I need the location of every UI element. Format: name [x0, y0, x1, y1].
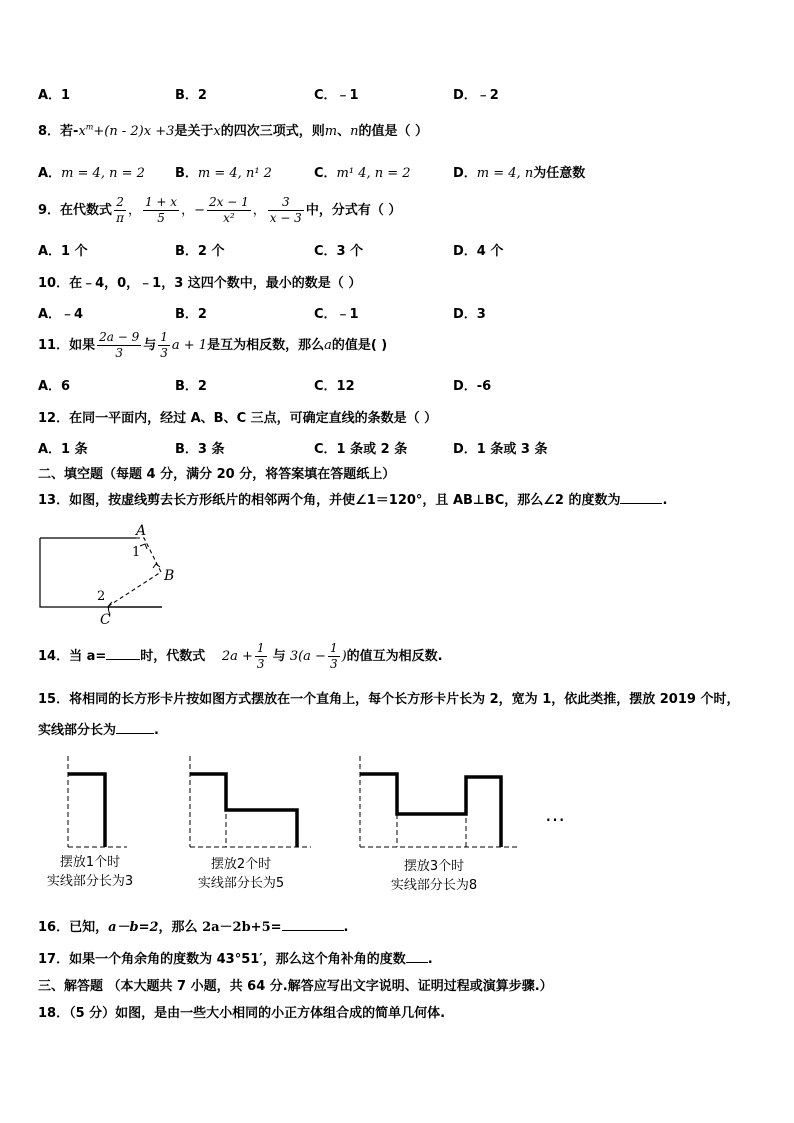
- q12-option-c: C．1 条或 2 条: [314, 442, 408, 457]
- q13-answer-blank[interactable]: [620, 503, 662, 504]
- q17-answer-blank[interactable]: [406, 962, 428, 963]
- q7-option-c: C．﹣1: [314, 88, 359, 103]
- q11-option-d: D．-6: [453, 379, 492, 394]
- q8-option-b: B．m = 4, n¹ 2: [175, 166, 272, 181]
- question-9: 9．在代数式 $\frac{2}{\pi}$ ， $\frac{1 + x}{5}$ ，− $\frac{2x - 1}{\text{x²}}$ ， $\frac{3}{x - 3}$ 中，分式有（ ）: [38, 195, 402, 225]
- question-17: 17．如果一个角余角的度数为 43°51′，那么这个角补角的度数 .: [38, 952, 433, 967]
- q7-option-d: D．﹣2: [453, 88, 499, 103]
- q15-figures: [55, 752, 525, 852]
- q13-label-c: C: [100, 612, 111, 628]
- q9-option-d: D．4 个: [453, 244, 504, 259]
- q13-label-b: B: [164, 568, 175, 584]
- q13-label-2: 2: [97, 589, 106, 604]
- q15-figure-2: [190, 756, 311, 847]
- q13-figure: [36, 518, 176, 628]
- q14-answer-blank[interactable]: [106, 659, 140, 660]
- q9-option-a: A．1 个: [38, 244, 88, 259]
- q15-figure-3: [360, 756, 520, 847]
- question-8: 8．若$-x^m+(n - 2)x +3$是关于x的四次三项式，则m、n的值是（ ）: [38, 122, 428, 139]
- q10-option-a: A．﹣4: [38, 307, 84, 322]
- q9-option-b: B．2 个: [175, 244, 225, 259]
- q16-answer-blank[interactable]: [282, 930, 344, 931]
- question-10: 10．在﹣4，0，﹣1，3 这四个数中，最小的数是（ ）: [38, 276, 362, 291]
- question-18: 18．（5 分）如图，是由一些大小相同的小正方体组合成的简单几何体.: [38, 1006, 446, 1021]
- q8-option-a: A．m = 4, n = 2: [38, 166, 145, 181]
- q11-option-c: C．12: [314, 379, 355, 394]
- q8-option-c: C．m¹ 4, n = 2: [314, 166, 411, 181]
- question-13: 13．如图，按虚线剪去长方形纸片的相邻两个角，并使∠1＝120°，且 AB⊥BC，那么∠2 的度数为 .: [38, 493, 668, 508]
- q13-label-1: 1: [132, 545, 141, 560]
- q12-option-b: B．3 条: [175, 442, 225, 457]
- q15-answer-blank[interactable]: [116, 733, 154, 734]
- question-16: 16．已知，a－b=2，那么 2a－2b+5= .: [38, 920, 349, 935]
- question-12: 12．在同一平面内，经过 A、B、C 三点，可确定直线的条数是（ ）: [38, 411, 438, 426]
- q15-caption-3: 摆放3个时 实线部分长为8: [390, 859, 478, 893]
- section-3-heading: 三、解答题 （本大题共 7 小题，共 64 分.解答应写出文字说明、证明过程或演算步骤.）: [38, 979, 553, 994]
- q15-caption-2: 摆放2个时 实线部分长为5: [197, 857, 285, 891]
- q15-figure-1: [68, 756, 127, 847]
- section-2-heading: 二、填空题（每题 4 分，满分 20 分，将答案填在答题纸上）: [38, 467, 396, 482]
- q10-option-b: B．2: [175, 307, 207, 322]
- q15-caption-1: 摆放1个时 实线部分长为3: [46, 855, 134, 889]
- q12-option-a: A．1 条: [38, 442, 88, 457]
- q12-option-d: D．1 条或 3 条: [453, 442, 548, 457]
- q7-option-a: A．1: [38, 88, 71, 103]
- q10-option-c: C．﹣1: [314, 307, 359, 322]
- question-11: 11．如果 $\frac{2a - 9}{3}$ 与 $\frac{1}{3}$ a + 1是互为相反数，那么a的值是( ): [38, 330, 388, 360]
- q11-option-a: A．6: [38, 379, 71, 394]
- question-15-line-2: 实线部分长为 .: [38, 723, 159, 738]
- q8-option-d: D．m = 4, n为任意数: [453, 166, 586, 181]
- q15-continuation-dots: …: [545, 802, 567, 826]
- q7-option-b: B．2: [175, 88, 207, 103]
- q9-option-c: C．3 个: [314, 244, 364, 259]
- question-14: 14．当 a= 时，代数式 2a + $\frac{1}{3}$ 与 3(a − $\frac{1}{3}$ )的值互为相反数.: [38, 641, 443, 671]
- q11-option-b: B．2: [175, 379, 207, 394]
- q10-option-d: D．3: [453, 307, 486, 322]
- q13-label-a: A: [136, 523, 147, 539]
- question-15-line-1: 15．将相同的长方形卡片按如图方式摆放在一个直角上，每个长方形卡片长为 2，宽为 1，依此类推，摆放 2019 个时，: [38, 692, 740, 707]
